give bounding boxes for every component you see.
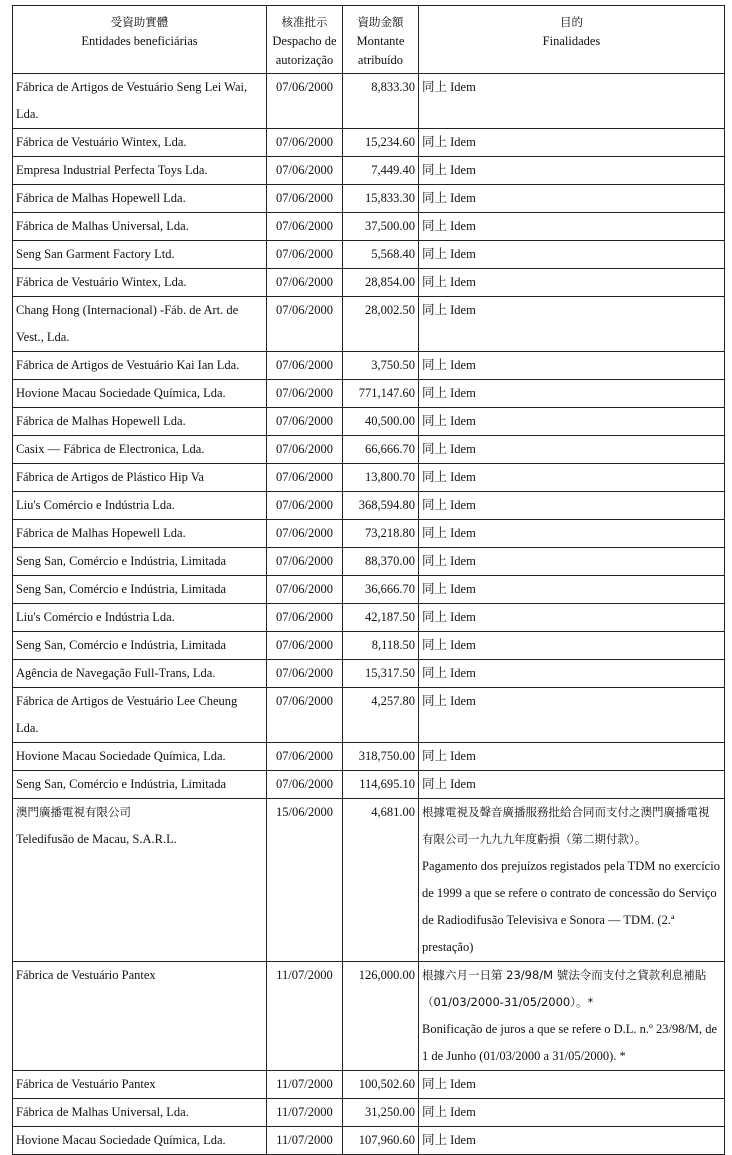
- entity-cell: [13, 213, 267, 241]
- purpose: 同上 Idem: [422, 414, 476, 428]
- table-row: [13, 1099, 725, 1127]
- date-cell: [267, 688, 343, 743]
- entity-cell: [13, 548, 267, 576]
- purpose-cell: [419, 408, 725, 436]
- entity-cell: [13, 743, 267, 771]
- authorization-date: 07/06/2000: [276, 80, 333, 94]
- amount: 114,695.10: [359, 777, 415, 791]
- table-row: [13, 408, 725, 436]
- amount-cell: [343, 464, 419, 492]
- amount-cell: [343, 129, 419, 157]
- amount: 126,000.00: [358, 968, 415, 982]
- entity-name: Casix — Fábrica de Electronica, Lda.: [16, 442, 205, 456]
- date-cell: [267, 962, 343, 1071]
- purpose: 同上 Idem: [422, 694, 476, 708]
- entity-cell: [13, 241, 267, 269]
- subsidy-table: [12, 5, 725, 1155]
- entity-name: Seng San, Comércio e Indústria, Limitada: [16, 777, 227, 791]
- authorization-date: 07/06/2000: [276, 526, 333, 540]
- table-row: [13, 380, 725, 408]
- authorization-date: 07/06/2000: [276, 191, 333, 205]
- table-row: [13, 129, 725, 157]
- entity-cell: [13, 771, 267, 799]
- entity-cell: [13, 269, 267, 297]
- authorization-date: 07/06/2000: [276, 358, 333, 372]
- purpose-cell: [419, 799, 725, 962]
- purpose: 同上 Idem: [422, 666, 476, 680]
- date-cell: [267, 213, 343, 241]
- header-purpose-zh: 目的: [560, 15, 583, 29]
- date-cell: [267, 1127, 343, 1155]
- purpose-cell: [419, 436, 725, 464]
- entity-name: Fábrica de Malhas Universal, Lda.: [16, 219, 189, 233]
- purpose-cell: [419, 688, 725, 743]
- entity-cell: [13, 352, 267, 380]
- purpose-cell: [419, 464, 725, 492]
- entity-name: Fábrica de Vestuário Pantex: [16, 1077, 156, 1091]
- purpose: 同上 Idem: [422, 219, 476, 233]
- amount-cell: [343, 408, 419, 436]
- entity-name: Empresa Industrial Perfecta Toys Lda.: [16, 163, 208, 177]
- authorization-date: 07/06/2000: [276, 442, 333, 456]
- date-cell: [267, 492, 343, 520]
- header-entities: [13, 6, 267, 74]
- entity-name: Fábrica de Artigos de Plástico Hip Va: [16, 470, 204, 484]
- date-cell: [267, 297, 343, 352]
- amount-cell: [343, 157, 419, 185]
- authorization-date: 15/06/2000: [276, 805, 333, 819]
- amount: 37,500.00: [365, 219, 415, 233]
- header-amount: [343, 6, 419, 74]
- purpose-zh: 根據六月一日第 23/98/M 號法令而支付之貸款利息補貼（01/03/2000-31/05/2000）。*: [422, 968, 707, 1009]
- purpose: 同上 Idem: [422, 386, 476, 400]
- amount-cell: [343, 185, 419, 213]
- date-cell: [267, 548, 343, 576]
- authorization-date: 07/06/2000: [276, 135, 333, 149]
- purpose-cell: [419, 352, 725, 380]
- amount-cell: [343, 269, 419, 297]
- table-row: [13, 1127, 725, 1155]
- amount-cell: [343, 297, 419, 352]
- amount-cell: [343, 352, 419, 380]
- purpose-cell: [419, 632, 725, 660]
- entity-cell: [13, 660, 267, 688]
- date-cell: [267, 1071, 343, 1099]
- amount-cell: [343, 576, 419, 604]
- table-row: [13, 632, 725, 660]
- entity-name: Fábrica de Malhas Hopewell Lda.: [16, 526, 186, 540]
- amount: 15,317.50: [365, 666, 415, 680]
- amount-cell: [343, 492, 419, 520]
- purpose-pt: Bonificação de juros a que se refere o D.L. n.º 23/98/M, de 1 de Junho (01/03/2000 a 31/05/2000). *: [422, 1022, 718, 1063]
- entity-name: Seng San, Comércio e Indústria, Limitada: [16, 582, 227, 596]
- purpose-zh: 根據電視及聲音廣播服務批給合同而支付之澳門廣播電視有限公司一九九九年度虧損（第二期付款）。: [422, 805, 710, 846]
- table-row: [13, 241, 725, 269]
- date-cell: [267, 604, 343, 632]
- header-amount-zh: 資助金額: [357, 15, 404, 29]
- table-row: [13, 771, 725, 799]
- purpose: 同上 Idem: [422, 303, 476, 317]
- amount-cell: [343, 604, 419, 632]
- table-header-row: [13, 6, 725, 74]
- amount-cell: [343, 520, 419, 548]
- date-cell: [267, 771, 343, 799]
- header-date: [267, 6, 343, 74]
- table-row: [13, 743, 725, 771]
- authorization-date: 07/06/2000: [276, 777, 333, 791]
- amount-cell: [343, 548, 419, 576]
- purpose-cell: [419, 129, 725, 157]
- amount: 28,002.50: [365, 303, 415, 317]
- purpose-cell: [419, 297, 725, 352]
- authorization-date: 07/06/2000: [276, 749, 333, 763]
- entity-name: Fábrica de Artigos de Vestuário Lee Cheung Lda.: [16, 694, 238, 735]
- table-row: [13, 213, 725, 241]
- entity-cell: [13, 799, 267, 962]
- authorization-date: 07/06/2000: [276, 610, 333, 624]
- amount: 13,800.70: [365, 470, 415, 484]
- purpose-cell: [419, 576, 725, 604]
- purpose: 同上 Idem: [422, 191, 476, 205]
- entity-name: Fábrica de Vestuário Pantex: [16, 968, 156, 982]
- table-row: [13, 962, 725, 1071]
- authorization-date: 11/07/2000: [276, 1105, 333, 1119]
- entity-name: Chang Hong (Internacional) -Fáb. de Art. de Vest., Lda.: [16, 303, 239, 344]
- date-cell: [267, 743, 343, 771]
- amount-cell: [343, 771, 419, 799]
- amount: 66,666.70: [365, 442, 415, 456]
- entity-name: Fábrica de Artigos de Vestuário Kai Ian Lda.: [16, 358, 240, 372]
- table-row: [13, 548, 725, 576]
- date-cell: [267, 576, 343, 604]
- authorization-date: 11/07/2000: [276, 1133, 333, 1147]
- amount-cell: [343, 1071, 419, 1099]
- entity-cell: [13, 604, 267, 632]
- table-row: [13, 185, 725, 213]
- amount: 7,449.40: [371, 163, 415, 177]
- amount-cell: [343, 436, 419, 464]
- entity-name-zh: 澳門廣播電視有限公司: [16, 805, 131, 819]
- purpose: 同上 Idem: [422, 80, 476, 94]
- amount: 40,500.00: [365, 414, 415, 428]
- entity-name: Fábrica de Malhas Universal, Lda.: [16, 1105, 189, 1119]
- purpose: 同上 Idem: [422, 163, 476, 177]
- entity-cell: [13, 962, 267, 1071]
- purpose-cell: [419, 185, 725, 213]
- date-cell: [267, 185, 343, 213]
- entity-cell: [13, 576, 267, 604]
- purpose: 同上 Idem: [422, 554, 476, 568]
- authorization-date: 07/06/2000: [276, 554, 333, 568]
- purpose-cell: [419, 1127, 725, 1155]
- purpose: 同上 Idem: [422, 1133, 476, 1147]
- amount: 3,750.50: [371, 358, 415, 372]
- date-cell: [267, 464, 343, 492]
- date-cell: [267, 632, 343, 660]
- purpose-cell: [419, 241, 725, 269]
- entity-cell: [13, 436, 267, 464]
- purpose-cell: [419, 743, 725, 771]
- header-purpose-pt: Finalidades: [542, 34, 601, 48]
- entity-name: Hovione Macau Sociedade Química, Lda.: [16, 749, 226, 763]
- entity-name: Seng San, Comércio e Indústria, Limitada: [16, 554, 227, 568]
- amount-cell: [343, 1099, 419, 1127]
- header-date-zh: 核准批示: [281, 15, 328, 29]
- header-entities-zh: 受資助實體: [110, 15, 169, 29]
- entity-cell: [13, 492, 267, 520]
- table-row: [13, 297, 725, 352]
- amount: 42,187.50: [365, 610, 415, 624]
- entity-cell: [13, 129, 267, 157]
- entity-name: Fábrica de Malhas Hopewell Lda.: [16, 414, 186, 428]
- amount-cell: [343, 743, 419, 771]
- purpose: 同上 Idem: [422, 470, 476, 484]
- header-entities-pt: Entidades beneficiárias: [81, 34, 198, 48]
- amount: 15,234.60: [365, 135, 415, 149]
- purpose: 同上 Idem: [422, 275, 476, 289]
- authorization-date: 07/06/2000: [276, 694, 333, 708]
- date-cell: [267, 269, 343, 297]
- purpose-pt: Pagamento dos prejuízos registados pela TDM no exercício de 1999 a que se refere o contrato de concessão do Serviço de Radiodifusão Televisiva e Sonora — TDM. (2.ª prestação): [422, 859, 720, 954]
- purpose-cell: [419, 213, 725, 241]
- purpose-cell: [419, 548, 725, 576]
- amount-cell: [343, 1127, 419, 1155]
- amount-cell: [343, 688, 419, 743]
- amount-cell: [343, 241, 419, 269]
- entity-cell: [13, 297, 267, 352]
- authorization-date: 07/06/2000: [276, 386, 333, 400]
- amount: 8,833.30: [371, 80, 415, 94]
- entity-cell: [13, 688, 267, 743]
- date-cell: [267, 129, 343, 157]
- amount: 36,666.70: [365, 582, 415, 596]
- entity-name: Fábrica de Artigos de Vestuário Seng Lei Wai, Lda.: [16, 80, 248, 121]
- amount: 88,370.00: [365, 554, 415, 568]
- amount: 28,854.00: [365, 275, 415, 289]
- purpose: 同上 Idem: [422, 498, 476, 512]
- table-row: [13, 660, 725, 688]
- entity-name: Hovione Macau Sociedade Química, Lda.: [16, 1133, 226, 1147]
- entity-cell: [13, 408, 267, 436]
- purpose-cell: [419, 1071, 725, 1099]
- purpose-cell: [419, 269, 725, 297]
- amount: 771,147.60: [358, 386, 415, 400]
- purpose-cell: [419, 660, 725, 688]
- purpose: 同上 Idem: [422, 777, 476, 791]
- date-cell: [267, 520, 343, 548]
- entity-name: Fábrica de Malhas Hopewell Lda.: [16, 191, 186, 205]
- authorization-date: 11/07/2000: [276, 968, 333, 982]
- purpose-cell: [419, 962, 725, 1071]
- table-row: [13, 1071, 725, 1099]
- authorization-date: 07/06/2000: [276, 498, 333, 512]
- purpose-cell: [419, 604, 725, 632]
- date-cell: [267, 799, 343, 962]
- date-cell: [267, 660, 343, 688]
- authorization-date: 07/06/2000: [276, 275, 333, 289]
- purpose: 同上 Idem: [422, 526, 476, 540]
- amount-cell: [343, 213, 419, 241]
- table-row: [13, 576, 725, 604]
- amount-cell: [343, 660, 419, 688]
- amount: 73,218.80: [365, 526, 415, 540]
- purpose: 同上 Idem: [422, 638, 476, 652]
- table-row: [13, 688, 725, 743]
- purpose-cell: [419, 380, 725, 408]
- amount-cell: [343, 632, 419, 660]
- entity-name: Agência de Navegação Full-Trans, Lda.: [16, 666, 216, 680]
- entity-name: Fábrica de Vestuário Wintex, Lda.: [16, 135, 187, 149]
- table-row: [13, 157, 725, 185]
- amount: 15,833.30: [365, 191, 415, 205]
- entity-cell: [13, 74, 267, 129]
- entity-cell: [13, 1099, 267, 1127]
- amount-cell: [343, 799, 419, 962]
- table-row: [13, 464, 725, 492]
- amount: 100,502.60: [358, 1077, 415, 1091]
- date-cell: [267, 241, 343, 269]
- authorization-date: 07/06/2000: [276, 582, 333, 596]
- amount: 4,257.80: [371, 694, 415, 708]
- entity-name: Hovione Macau Sociedade Química, Lda.: [16, 386, 226, 400]
- date-cell: [267, 352, 343, 380]
- purpose: 同上 Idem: [422, 1105, 476, 1119]
- authorization-date: 07/06/2000: [276, 303, 333, 317]
- table-row: [13, 352, 725, 380]
- entity-name: Teledifusão de Macau, S.A.R.L.: [16, 832, 177, 846]
- purpose: 同上 Idem: [422, 582, 476, 596]
- entity-name: Fábrica de Vestuário Wintex, Lda.: [16, 275, 187, 289]
- date-cell: [267, 74, 343, 129]
- table-row: [13, 74, 725, 129]
- amount: 31,250.00: [365, 1105, 415, 1119]
- purpose: 同上 Idem: [422, 610, 476, 624]
- entity-cell: [13, 380, 267, 408]
- entity-name: Liu's Comércio e Indústria Lda.: [16, 498, 175, 512]
- entity-cell: [13, 520, 267, 548]
- entity-cell: [13, 185, 267, 213]
- purpose: 同上 Idem: [422, 135, 476, 149]
- purpose: 同上 Idem: [422, 247, 476, 261]
- entity-cell: [13, 1127, 267, 1155]
- purpose: 同上 Idem: [422, 749, 476, 763]
- amount: 5,568.40: [371, 247, 415, 261]
- authorization-date: 07/06/2000: [276, 247, 333, 261]
- header-amount-pt: Montante atribuído: [356, 34, 405, 67]
- purpose-cell: [419, 1099, 725, 1127]
- table-row: [13, 799, 725, 962]
- authorization-date: 07/06/2000: [276, 470, 333, 484]
- table-row: [13, 269, 725, 297]
- authorization-date: 07/06/2000: [276, 666, 333, 680]
- date-cell: [267, 436, 343, 464]
- amount-cell: [343, 380, 419, 408]
- authorization-date: 07/06/2000: [276, 414, 333, 428]
- entity-name: Seng San Garment Factory Ltd.: [16, 247, 175, 261]
- date-cell: [267, 157, 343, 185]
- amount: 368,594.80: [358, 498, 415, 512]
- entity-name: Seng San, Comércio e Indústria, Limitada: [16, 638, 227, 652]
- table-row: [13, 492, 725, 520]
- amount: 107,960.60: [358, 1133, 415, 1147]
- header-purpose: [419, 6, 725, 74]
- purpose-cell: [419, 157, 725, 185]
- table-row: [13, 520, 725, 548]
- entity-cell: [13, 632, 267, 660]
- purpose-cell: [419, 74, 725, 129]
- amount: 318,750.00: [358, 749, 415, 763]
- purpose: 同上 Idem: [422, 358, 476, 372]
- table-row: [13, 604, 725, 632]
- authorization-date: 07/06/2000: [276, 219, 333, 233]
- entity-cell: [13, 157, 267, 185]
- purpose: 同上 Idem: [422, 1077, 476, 1091]
- entity-cell: [13, 1071, 267, 1099]
- purpose-cell: [419, 492, 725, 520]
- date-cell: [267, 408, 343, 436]
- header-date-pt: Despacho de autorização: [272, 34, 337, 67]
- authorization-date: 11/07/2000: [276, 1077, 333, 1091]
- amount: 8,118.50: [371, 638, 415, 652]
- purpose-cell: [419, 520, 725, 548]
- date-cell: [267, 380, 343, 408]
- purpose: 同上 Idem: [422, 442, 476, 456]
- entity-name: Liu's Comércio e Indústria Lda.: [16, 610, 175, 624]
- purpose-cell: [419, 771, 725, 799]
- amount-cell: [343, 962, 419, 1071]
- authorization-date: 07/06/2000: [276, 163, 333, 177]
- table-row: [13, 436, 725, 464]
- date-cell: [267, 1099, 343, 1127]
- entity-cell: [13, 464, 267, 492]
- amount-cell: [343, 74, 419, 129]
- amount: 4,681.00: [371, 805, 415, 819]
- authorization-date: 07/06/2000: [276, 638, 333, 652]
